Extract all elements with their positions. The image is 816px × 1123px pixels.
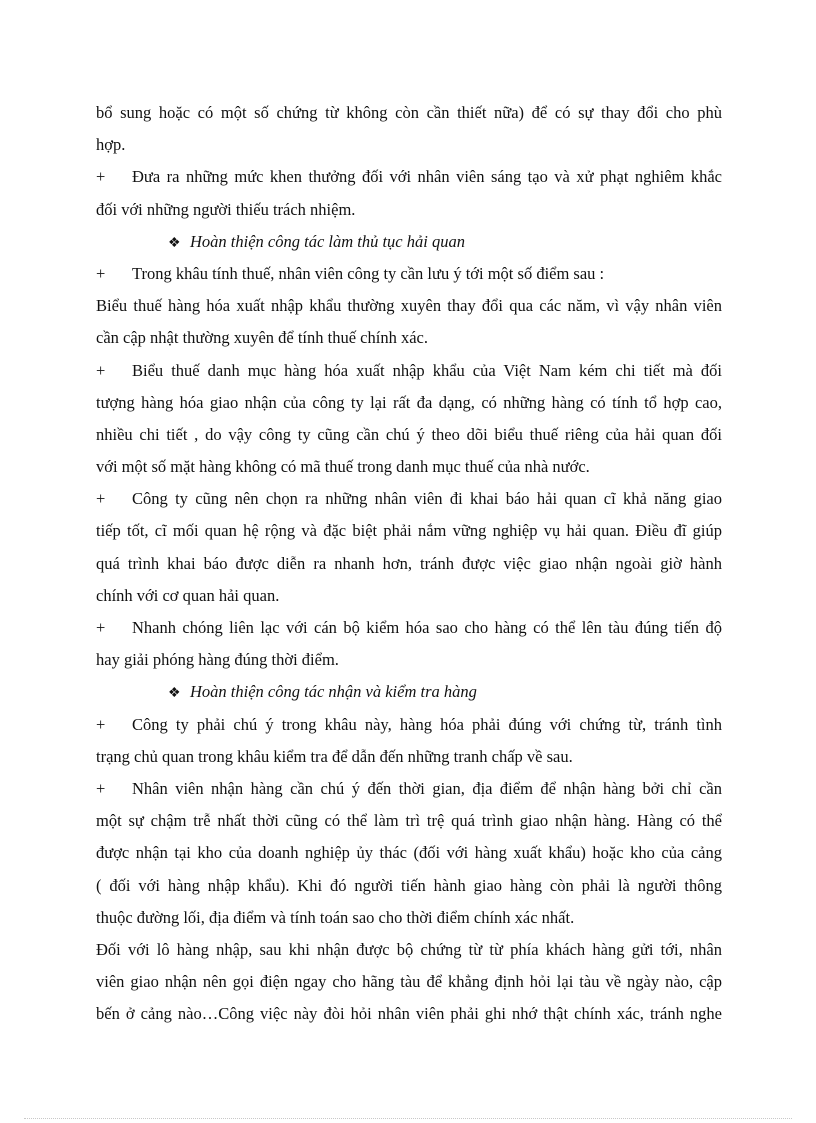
- text-line: Biểu thuế danh mục hàng hóa xuất nhập khẩu của Việt Nam kém chi tiết mà đối: [132, 360, 722, 380]
- plus-bullet: +: [96, 263, 106, 283]
- text-line: tiếp tốt, cĩ mối quan hệ rộng và đặc biệt phải nắm vững nghiệp vụ hải quan. Điều đĩ giúp: [96, 521, 722, 541]
- plus-bullet: +: [96, 489, 106, 509]
- list-item: [96, 355, 722, 387]
- section-heading-text: Hoàn thiện công tác làm thủ tục hải quan: [190, 231, 465, 251]
- plus-bullet: +: [96, 778, 106, 798]
- section-heading: [96, 226, 722, 258]
- text-line: hay giải phóng hàng đúng thời điểm.: [96, 650, 339, 670]
- list-item: [96, 709, 722, 741]
- list-item: [96, 483, 722, 515]
- text-line: tượng hàng hóa giao nhận của công ty lại rất đa dạng, có những hàng có tính tổ hợp cao,: [96, 392, 722, 412]
- text-line: viên giao nhận nên gọi điện ngay cho hãng tàu để khẳng định hỏi lại tàu về ngày nào, cập: [96, 972, 722, 992]
- text-line: được nhận tại kho của doanh nghiệp ủy thác (đối với hàng xuất khẩu) hoặc kho của cảng: [96, 843, 722, 863]
- list-item: [96, 773, 722, 805]
- text-line: một sự chậm trễ nhất thời cũng có thể làm trì trệ quá trình giao nhận hàng. Hàng có thể: [96, 811, 722, 831]
- text-line: bến ở cảng nào…Công việc này đòi hỏi nhân viên phải ghi nhớ thật chính xác, tránh nghe: [96, 1004, 722, 1024]
- list-item: [96, 258, 722, 290]
- page-bottom-divider: [24, 1118, 792, 1119]
- text-line: chính với cơ quan hải quan.: [96, 585, 280, 605]
- text-line: với một số mặt hàng không có mã thuế trong danh mục thuế của nhà nước.: [96, 457, 590, 477]
- plus-bullet: +: [96, 618, 106, 637]
- text-line: Biểu thuế hàng hóa xuất nhập khẩu thường xuyên thay đổi qua các năm, vì vậy nhân viên: [96, 296, 722, 316]
- document-body: [96, 97, 722, 1030]
- plus-bullet: +: [96, 360, 106, 380]
- text-line: quá trình khai báo được diễn ra nhanh hơn, tránh được việc giao nhận ngoài giờ hành: [96, 553, 722, 573]
- text-line: Công ty phải chú ý trong khâu này, hàng hóa phải đúng với chứng từ, tránh tình: [132, 714, 722, 734]
- plus-bullet: +: [96, 167, 106, 187]
- text-line: Trong khâu tính thuế, nhân viên công ty cần lưu ý tới một số điểm sau :: [132, 263, 605, 283]
- text-line: Nhanh chóng liên lạc với cán bộ kiểm hóa sao cho hàng có thể lên tàu đúng tiến độ: [132, 618, 722, 637]
- list-item: [96, 612, 722, 644]
- text-line: nhiều chi tiết , do vậy công ty cũng cần chú ý theo dõi biểu thuế riêng của hải quan đối: [96, 424, 722, 444]
- list-item: [96, 161, 722, 193]
- plus-bullet: +: [96, 714, 106, 734]
- text-line: ( đối với hàng nhập khẩu). Khi đó người tiến hành giao hàng còn phải là người thông: [96, 875, 722, 895]
- text-line: trạng chủ quan trong khâu kiểm tra để dẫn đến những tranh chấp về sau.: [96, 746, 573, 766]
- text-line: thuộc đường lối, địa điểm và tính toán sao cho thời điểm chính xác nhất.: [96, 907, 575, 927]
- diamond-bullet-icon: ❖: [168, 686, 181, 702]
- text-line: cần cập nhật thường xuyên để tính thuế chính xác.: [96, 328, 428, 348]
- diamond-bullet-icon: ❖: [168, 235, 181, 251]
- section-heading-text: Hoàn thiện công tác nhận và kiểm tra hàng: [190, 682, 477, 702]
- section-heading: [96, 676, 722, 708]
- text-line: Công ty cũng nên chọn ra những nhân viên đi khai báo hải quan cĩ khả năng giao: [132, 489, 722, 509]
- text-line: hợp.: [96, 135, 126, 155]
- text-line: đối với những người thiếu trách nhiệm.: [96, 199, 356, 219]
- text-line: Nhân viên nhận hàng cần chú ý đến thời gian, địa điểm để nhận hàng bởi chỉ cần: [132, 778, 722, 798]
- text-line: Đối với lô hàng nhập, sau khi nhận được bộ chứng từ từ phía khách hàng gửi tới, nhân: [96, 939, 722, 959]
- text-line: Đưa ra những mức khen thưởng đối với nhân viên sáng tạo và xử phạt nghiêm khắc: [132, 167, 722, 187]
- text-line: bổ sung hoặc có một số chứng từ không còn cần thiết nữa) để có sự thay đổi cho phù: [96, 103, 722, 122]
